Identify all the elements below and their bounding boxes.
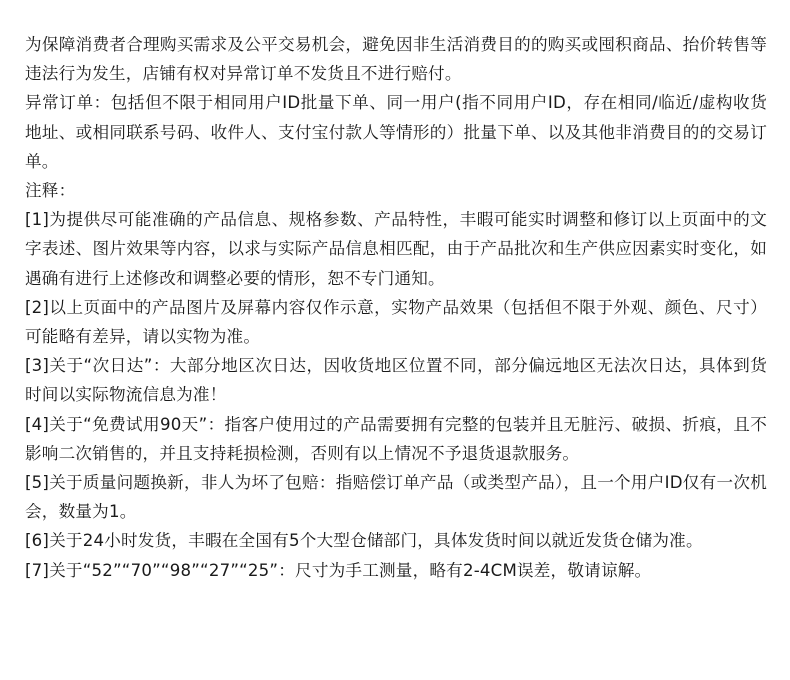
note-item-7: [7]关于“52”“70”“98”“27”“25”：尺寸为手工测量，略有2-4CM误差，敬请谅解。 [25, 560, 652, 580]
note-item-1: [1]为提供尽可能准确的产品信息、规格参数、产品特性，丰暇可能实时调整和修订以上页面中的文字表述、图片效果等内容，以求与实际产品信息相匹配，由于产品批次和生产供应因素实时变化，如遇确有进行上述修改和调整必要的情形，恕不专门通知。 [25, 210, 767, 288]
note-item-5: [5]关于质量问题换新，非人为坏了包赔：指赔偿订单产品（或类型产品），且一个用户ID仅有一次机会，数量为1。 [25, 473, 767, 522]
note-item-4: [4]关于“免费试用90天”：指客户使用过的产品需要拥有完整的包装并且无脏污、破损、折痕，且不影响二次销售的，并且支持耗损检测，否则有以上情况不予退货退款服务。 [25, 414, 767, 463]
abnormal-orders-paragraph: 异常订单：包括但不限于相同用户ID批量下单、同一用户(指不同用户ID，存在相同/临近/虚构收货地址、或相同联系号码、收件人、支付宝付款人等情形的）批量下单、以及其他非消费目的的交易订单。 [25, 93, 767, 171]
note-item-6: [6]关于24小时发货，丰暇在全国有5个大型仓储部门，具体发货时间以就近发货仓储为准。 [25, 531, 703, 551]
notes-heading: 注释： [25, 181, 76, 201]
note-item-2: [2]以上页面中的产品图片及屏幕内容仅作示意，实物产品效果（包括但不限于外观、颜色、尺寸）可能略有差异，请以实物为准。 [25, 297, 767, 347]
purchase-notice [25, 30, 767, 585]
note-item-3: [3]关于“次日达”：大部分地区次日达，因收货地区位置不同，部分偏远地区无法次日达，具体到货时间以实际物流信息为准！ [25, 356, 767, 405]
intro-paragraph: 为保障消费者合理购买需求及公平交易机会，避免因非生活消费目的的购买或囤积商品、抬价转售等违法行为发生，店铺有权对异常订单不发货且不进行赔付。 [25, 35, 767, 84]
